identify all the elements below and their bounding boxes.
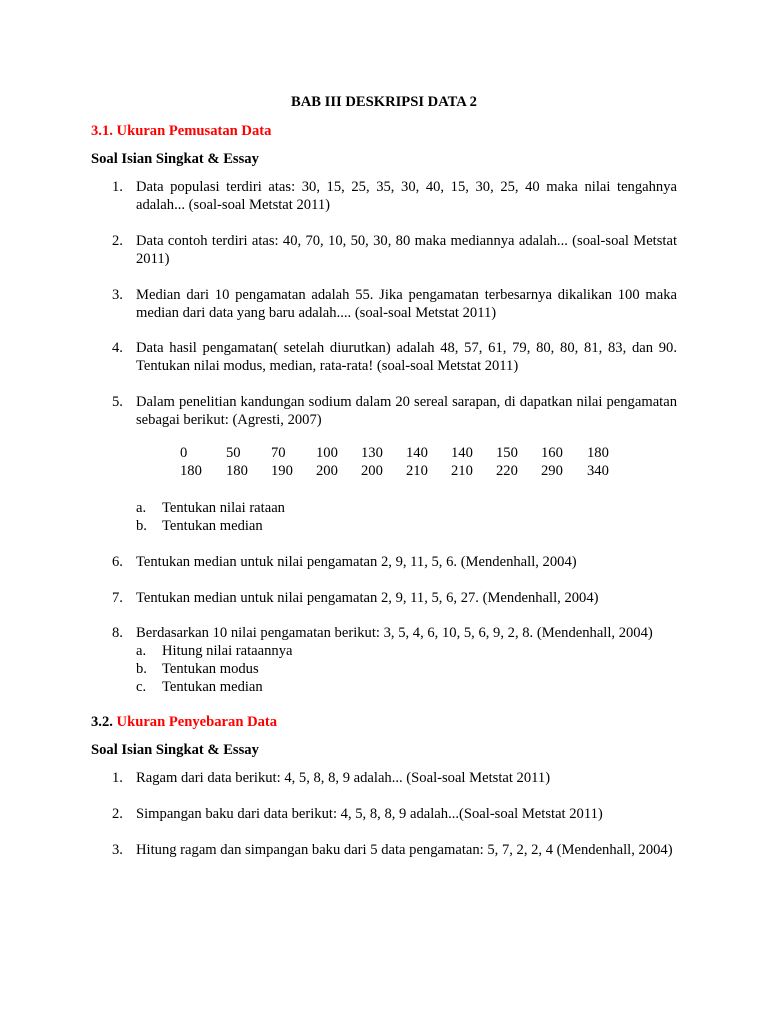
sub-item-letter: b.	[136, 518, 147, 534]
data-cell: 180	[587, 445, 609, 461]
list-item	[91, 589, 677, 607]
data-cell: 160	[541, 445, 563, 461]
sub-list	[91, 499, 677, 535]
list-item	[91, 841, 677, 859]
sub-list	[136, 642, 677, 696]
section-title: Ukuran Penyebaran Data	[116, 714, 278, 730]
data-cell: 0	[180, 445, 188, 461]
item-text: Tentukan median untuk nilai pengamatan 2, 9, 11, 5, 6. (Mendenhall, 2004)	[136, 554, 577, 570]
item-number: 1.	[112, 179, 123, 195]
list-item	[91, 624, 677, 696]
section-subtitle: Soal Isian Singkat & Essay	[91, 151, 259, 167]
item-text: Hitung ragam dan simpangan baku dari 5 data pengamatan: 5, 7, 2, 2, 4 (Mendenhall, 2004)	[136, 842, 673, 858]
sub-item-text: Tentukan nilai rataan	[162, 500, 285, 516]
sub-item-text: Tentukan median	[162, 518, 263, 534]
item-number: 7.	[112, 590, 123, 606]
data-cell: 220	[496, 463, 518, 479]
sub-item-letter: a.	[136, 500, 147, 516]
item-number: 8.	[112, 625, 123, 641]
item-text: Median dari 10 pengamatan adalah 55. Jika pengamatan terbesarnya dikalikan 100 maka median dari data yang baru adalah.... (soal-soal Metstat 2011)	[136, 287, 677, 321]
list-item	[91, 232, 677, 268]
item-text: Data contoh terdiri atas: 40, 70, 10, 50, 30, 80 maka mediannya adalah... (soal-soal Metstat 2011)	[136, 233, 677, 267]
list-item	[91, 393, 677, 429]
item-number: 1.	[112, 770, 123, 786]
data-cell: 70	[271, 445, 286, 461]
data-cell: 200	[361, 463, 383, 479]
item-number: 3.	[112, 287, 123, 303]
section-title: Ukuran Pemusatan Data	[116, 123, 272, 139]
sub-item-text: Tentukan median	[162, 679, 263, 695]
data-cell: 130	[361, 445, 383, 461]
data-table	[180, 444, 640, 480]
data-cell: 190	[271, 463, 293, 479]
item-number: 5.	[112, 394, 123, 410]
sub-list-item	[136, 517, 677, 535]
item-text: Simpangan baku dari data berikut: 4, 5, 8, 8, 9 adalah...(Soal-soal Metstat 2011)	[136, 806, 603, 822]
data-cell: 150	[496, 445, 518, 461]
data-cell: 210	[406, 463, 428, 479]
list-item	[91, 178, 677, 214]
section-heading	[91, 713, 277, 731]
item-text: Tentukan median untuk nilai pengamatan 2, 9, 11, 5, 6, 27. (Mendenhall, 2004)	[136, 590, 599, 606]
data-cell: 210	[451, 463, 473, 479]
section-subtitle: Soal Isian Singkat & Essay	[91, 742, 259, 758]
data-cell: 290	[541, 463, 563, 479]
section-number: 3.2.	[91, 714, 113, 730]
data-cell: 180	[180, 463, 202, 479]
data-cell: 200	[316, 463, 338, 479]
list-item	[91, 339, 677, 375]
data-cell: 140	[451, 445, 473, 461]
item-text: Dalam penelitian kandungan sodium dalam 20 sereal sarapan, di dapatkan nilai pengamatan sebagai berikut: (Agresti, 2007)	[136, 394, 677, 428]
section-number: 3.1.	[91, 123, 113, 139]
data-row	[180, 462, 640, 480]
sub-list-item	[136, 642, 677, 660]
sub-item-letter: a.	[136, 643, 147, 659]
sub-list-item	[136, 499, 677, 517]
sub-list-item	[136, 660, 677, 678]
item-text: Berdasarkan 10 nilai pengamatan berikut: 3, 5, 4, 6, 10, 5, 6, 9, 2, 8. (Mendenhall, 2004)	[136, 625, 653, 641]
data-cell: 100	[316, 445, 338, 461]
list-item	[91, 805, 677, 823]
list-item	[91, 769, 677, 787]
data-cell: 180	[226, 463, 248, 479]
sub-item-text: Hitung nilai rataannya	[162, 643, 293, 659]
item-number: 2.	[112, 806, 123, 822]
page-title: BAB III DESKRIPSI DATA 2	[291, 94, 477, 110]
sub-item-letter: c.	[136, 679, 147, 695]
data-cell: 340	[587, 463, 609, 479]
item-number: 4.	[112, 340, 123, 356]
sub-item-letter: b.	[136, 661, 147, 677]
data-cell: 140	[406, 445, 428, 461]
data-row	[180, 444, 640, 462]
list-item	[91, 286, 677, 322]
item-number: 6.	[112, 554, 123, 570]
data-cell: 50	[226, 445, 241, 461]
sub-list-item	[136, 678, 677, 696]
item-text: Data populasi terdiri atas: 30, 15, 25, 35, 30, 40, 15, 30, 25, 40 maka nilai tengahnya adalah... (soal-soal Metstat 2011)	[136, 179, 677, 213]
item-number: 2.	[112, 233, 123, 249]
list-item	[91, 553, 677, 571]
item-text: Data hasil pengamatan( setelah diurutkan) adalah 48, 57, 61, 79, 80, 80, 81, 83, dan 90. Tentukan nilai modus, median, rata-rata! (soal-soal Metstat 2011)	[136, 340, 677, 374]
item-text: Ragam dari data berikut: 4, 5, 8, 8, 9 adalah... (Soal-soal Metstat 2011)	[136, 770, 551, 786]
section-heading	[91, 122, 271, 140]
item-number: 3.	[112, 842, 123, 858]
sub-item-text: Tentukan modus	[162, 661, 259, 677]
